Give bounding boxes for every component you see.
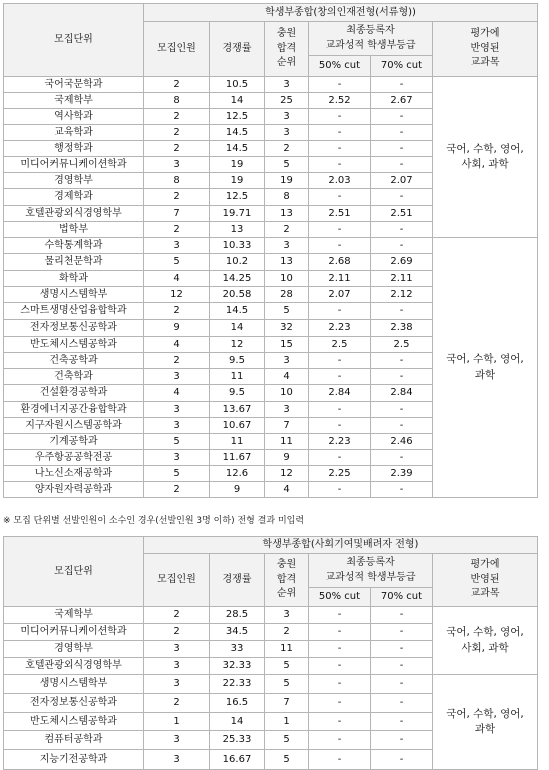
header-final — [309, 554, 433, 588]
eval-subjects-cell — [433, 607, 538, 675]
cut50-cell: 2.68 — [309, 254, 371, 271]
unit-cell: 나노신소재공학과 — [4, 466, 144, 482]
quota-cell: 3 — [144, 641, 210, 658]
quota-cell: 3 — [144, 658, 210, 675]
cut50-cell: - — [309, 641, 371, 658]
cut70-cell: - — [371, 238, 433, 254]
header-quota: 모집인원 — [144, 22, 210, 77]
cut70-cell: - — [371, 77, 433, 93]
unit-cell: 스마트생명산업융합학과 — [4, 303, 144, 320]
cut50-cell: - — [309, 713, 371, 731]
ratio-cell: 20.58 — [210, 287, 265, 303]
cut50-cell: - — [309, 402, 371, 418]
rank-cell: 3 — [265, 109, 309, 125]
rank-cell: 10 — [265, 385, 309, 402]
cut70-cell: - — [371, 731, 433, 750]
unit-cell: 법학부 — [4, 222, 144, 238]
quota-cell: 3 — [144, 750, 210, 770]
cut50-cell: - — [309, 109, 371, 125]
header-rank-text: 충원 합격 순위 — [276, 559, 297, 600]
rank-cell: 32 — [265, 320, 309, 337]
quota-cell: 3 — [144, 238, 210, 254]
rank-cell: 13 — [265, 206, 309, 222]
header-cut50: 50% cut — [309, 588, 371, 607]
unit-cell: 건축공학과 — [4, 353, 144, 369]
ratio-cell: 9 — [210, 482, 265, 498]
rank-cell: 5 — [265, 750, 309, 770]
cut70-cell: - — [371, 607, 433, 624]
header-eval — [433, 22, 538, 77]
ratio-cell: 10.2 — [210, 254, 265, 271]
table-creative-talent — [3, 3, 538, 498]
cut70-cell: 2.07 — [371, 173, 433, 189]
quota-cell: 8 — [144, 93, 210, 109]
unit-cell: 우주항공공학전공 — [4, 450, 144, 466]
cut70-cell: - — [371, 641, 433, 658]
rank-cell: 3 — [265, 125, 309, 141]
cut70-cell: 2.69 — [371, 254, 433, 271]
header-rank — [265, 22, 309, 77]
ratio-cell: 9.5 — [210, 353, 265, 369]
unit-cell: 생명시스템학부 — [4, 287, 144, 303]
cut50-cell: - — [309, 675, 371, 694]
cut70-cell: - — [371, 125, 433, 141]
cut50-cell: - — [309, 624, 371, 641]
ratio-cell: 10.33 — [210, 238, 265, 254]
cut50-cell: - — [309, 353, 371, 369]
unit-cell: 화학과 — [4, 271, 144, 287]
ratio-cell: 19.71 — [210, 206, 265, 222]
ratio-cell: 9.5 — [210, 385, 265, 402]
ratio-cell: 11 — [210, 434, 265, 450]
header-final-text: 최종등록자 교과성적 학생부등급 — [325, 25, 416, 51]
header-cut50: 50% cut — [309, 56, 371, 77]
cut50-cell: - — [309, 238, 371, 254]
cut70-cell: - — [371, 369, 433, 385]
ratio-cell: 12 — [210, 337, 265, 353]
unit-cell: 국제학부 — [4, 93, 144, 109]
quota-cell: 3 — [144, 402, 210, 418]
cut50-cell: 2.23 — [309, 434, 371, 450]
rank-cell: 12 — [265, 466, 309, 482]
unit-cell: 건설환경공학과 — [4, 385, 144, 402]
ratio-cell: 14 — [210, 713, 265, 731]
rank-cell: 28 — [265, 287, 309, 303]
unit-cell: 물리천문학과 — [4, 254, 144, 271]
cut50-cell: - — [309, 482, 371, 498]
header-ratio: 경쟁률 — [210, 22, 265, 77]
cut50-cell: - — [309, 369, 371, 385]
table-row — [4, 238, 538, 254]
header-cut70: 70% cut — [371, 588, 433, 607]
footnote: ※ 모집 단위별 선발인원이 소수인 경우(선발인원 3명 이하) 전형 결과 미입력 — [3, 516, 305, 526]
cut70-cell: - — [371, 450, 433, 466]
header-eval-text: 평가에 반영된 교과목 — [470, 28, 500, 69]
rank-cell: 15 — [265, 337, 309, 353]
unit-cell: 지능기전공학과 — [4, 750, 144, 770]
rank-cell: 5 — [265, 157, 309, 173]
ratio-cell: 14.5 — [210, 141, 265, 157]
ratio-cell: 14.5 — [210, 125, 265, 141]
quota-cell: 2 — [144, 353, 210, 369]
cut70-cell: 2.38 — [371, 320, 433, 337]
unit-cell: 전자정보통신공학과 — [4, 320, 144, 337]
quota-cell: 2 — [144, 303, 210, 320]
unit-cell: 경영학부 — [4, 641, 144, 658]
unit-cell: 환경에너지공간융합학과 — [4, 402, 144, 418]
cut50-cell: - — [309, 141, 371, 157]
cut50-cell: 2.52 — [309, 93, 371, 109]
eval-subjects-text: 국어, 수학, 영어, 사회, 과학 — [446, 142, 524, 170]
cut50-cell: - — [309, 694, 371, 713]
unit-cell: 호텔관광외식경영학부 — [4, 206, 144, 222]
unit-cell: 국어국문학과 — [4, 77, 144, 93]
cut50-cell: 2.23 — [309, 320, 371, 337]
unit-cell: 컴퓨터공학과 — [4, 731, 144, 750]
unit-cell: 행정학과 — [4, 141, 144, 157]
header-eval-text: 평가에 반영된 교과목 — [470, 559, 500, 600]
quota-cell: 7 — [144, 206, 210, 222]
cut50-cell: - — [309, 450, 371, 466]
ratio-cell: 14.5 — [210, 303, 265, 320]
unit-cell: 미디어커뮤니케이션학과 — [4, 157, 144, 173]
cut50-cell: 2.07 — [309, 287, 371, 303]
table-row — [4, 77, 538, 93]
rank-cell: 8 — [265, 189, 309, 206]
ratio-cell: 10.5 — [210, 77, 265, 93]
quota-cell: 3 — [144, 369, 210, 385]
rank-cell: 3 — [265, 77, 309, 93]
quota-cell: 12 — [144, 287, 210, 303]
cut70-cell: - — [371, 402, 433, 418]
quota-cell: 2 — [144, 222, 210, 238]
quota-cell: 2 — [144, 189, 210, 206]
unit-cell: 기계공학과 — [4, 434, 144, 450]
ratio-cell: 33 — [210, 641, 265, 658]
cut70-cell: 2.67 — [371, 93, 433, 109]
rank-cell: 2 — [265, 624, 309, 641]
cut50-cell: 2.5 — [309, 337, 371, 353]
rank-cell: 11 — [265, 641, 309, 658]
ratio-cell: 11 — [210, 369, 265, 385]
ratio-cell: 25.33 — [210, 731, 265, 750]
ratio-cell: 34.5 — [210, 624, 265, 641]
cut70-cell: 2.51 — [371, 206, 433, 222]
ratio-cell: 16.5 — [210, 694, 265, 713]
quota-cell: 2 — [144, 109, 210, 125]
rank-cell: 4 — [265, 482, 309, 498]
rank-cell: 10 — [265, 271, 309, 287]
ratio-cell: 19 — [210, 173, 265, 189]
quota-cell: 2 — [144, 125, 210, 141]
cut70-cell: 2.12 — [371, 287, 433, 303]
rank-cell: 5 — [265, 658, 309, 675]
unit-cell: 호텔관광외식경영학부 — [4, 658, 144, 675]
cut70-cell: 2.5 — [371, 337, 433, 353]
eval-subjects-text: 국어, 수학, 영어, 사회, 과학 — [446, 626, 524, 654]
table-row — [4, 607, 538, 624]
ratio-cell: 11.67 — [210, 450, 265, 466]
quota-cell: 5 — [144, 466, 210, 482]
table-social-contribution — [3, 536, 538, 770]
cut70-cell: 2.46 — [371, 434, 433, 450]
unit-cell: 건축학과 — [4, 369, 144, 385]
unit-cell: 국제학부 — [4, 607, 144, 624]
cut50-cell: - — [309, 750, 371, 770]
cut70-cell: 2.11 — [371, 271, 433, 287]
quota-cell: 2 — [144, 141, 210, 157]
rank-cell: 4 — [265, 369, 309, 385]
header-quota: 모집인원 — [144, 554, 210, 607]
cut50-cell: - — [309, 125, 371, 141]
quota-cell: 2 — [144, 694, 210, 713]
rank-cell: 5 — [265, 675, 309, 694]
header-unit: 모집단위 — [4, 4, 144, 77]
header-unit: 모집단위 — [4, 537, 144, 607]
unit-cell: 전자정보통신공학과 — [4, 694, 144, 713]
cut50-cell: - — [309, 731, 371, 750]
rank-cell: 11 — [265, 434, 309, 450]
rank-cell: 1 — [265, 713, 309, 731]
cut70-cell: - — [371, 418, 433, 434]
quota-cell: 4 — [144, 337, 210, 353]
quota-cell: 5 — [144, 434, 210, 450]
rank-cell: 19 — [265, 173, 309, 189]
rank-cell: 5 — [265, 303, 309, 320]
quota-cell: 3 — [144, 450, 210, 466]
table-row — [4, 675, 538, 694]
ratio-cell: 12.6 — [210, 466, 265, 482]
cut50-cell: 2.11 — [309, 271, 371, 287]
quota-cell: 9 — [144, 320, 210, 337]
eval-subjects-cell — [433, 238, 538, 498]
quota-cell: 2 — [144, 482, 210, 498]
quota-cell: 2 — [144, 77, 210, 93]
cut50-cell: - — [309, 222, 371, 238]
quota-cell: 4 — [144, 271, 210, 287]
cut50-cell: - — [309, 303, 371, 320]
header-cut70: 70% cut — [371, 56, 433, 77]
cut50-cell: 2.51 — [309, 206, 371, 222]
rank-cell: 13 — [265, 254, 309, 271]
rank-cell: 2 — [265, 141, 309, 157]
cut50-cell: 2.03 — [309, 173, 371, 189]
unit-cell: 미디어커뮤니케이션학과 — [4, 624, 144, 641]
ratio-cell: 22.33 — [210, 675, 265, 694]
rank-cell: 3 — [265, 353, 309, 369]
cut70-cell: - — [371, 141, 433, 157]
ratio-cell: 14 — [210, 93, 265, 109]
ratio-cell: 14.25 — [210, 271, 265, 287]
quota-cell: 5 — [144, 254, 210, 271]
cut70-cell: - — [371, 694, 433, 713]
rank-cell: 9 — [265, 450, 309, 466]
header-rank-text: 충원 합격 순위 — [276, 28, 297, 69]
rank-cell: 25 — [265, 93, 309, 109]
ratio-cell: 13 — [210, 222, 265, 238]
eval-subjects-text: 국어, 수학, 영어, 과학 — [446, 353, 524, 381]
unit-cell: 역사학과 — [4, 109, 144, 125]
unit-cell: 경제학과 — [4, 189, 144, 206]
eval-subjects-cell — [433, 675, 538, 770]
cut50-cell: - — [309, 189, 371, 206]
ratio-cell: 14 — [210, 320, 265, 337]
cut70-cell: 2.84 — [371, 385, 433, 402]
rank-cell: 2 — [265, 222, 309, 238]
cut70-cell: - — [371, 189, 433, 206]
cut70-cell: - — [371, 482, 433, 498]
cut70-cell: - — [371, 109, 433, 125]
cut70-cell: - — [371, 713, 433, 731]
cut70-cell: - — [371, 353, 433, 369]
unit-cell: 생명시스템학부 — [4, 675, 144, 694]
cut50-cell: - — [309, 157, 371, 173]
rank-cell: 3 — [265, 607, 309, 624]
cut50-cell: - — [309, 418, 371, 434]
unit-cell: 반도체시스템공학과 — [4, 713, 144, 731]
cut50-cell: - — [309, 77, 371, 93]
ratio-cell: 16.67 — [210, 750, 265, 770]
quota-cell: 8 — [144, 173, 210, 189]
cut70-cell: - — [371, 222, 433, 238]
quota-cell: 2 — [144, 607, 210, 624]
rank-cell: 5 — [265, 731, 309, 750]
quota-cell: 3 — [144, 731, 210, 750]
unit-cell: 경영학부 — [4, 173, 144, 189]
ratio-cell: 10.67 — [210, 418, 265, 434]
header-eval — [433, 554, 538, 607]
rank-cell: 3 — [265, 238, 309, 254]
cut70-cell: - — [371, 658, 433, 675]
cut70-cell: - — [371, 675, 433, 694]
ratio-cell: 12.5 — [210, 109, 265, 125]
cut70-cell: - — [371, 157, 433, 173]
cut50-cell: - — [309, 607, 371, 624]
rank-cell: 3 — [265, 402, 309, 418]
ratio-cell: 28.5 — [210, 607, 265, 624]
header-final-text: 최종등록자 교과성적 학생부등급 — [325, 557, 416, 583]
header-final — [309, 22, 433, 56]
cut70-cell: - — [371, 303, 433, 320]
cut70-cell: - — [371, 624, 433, 641]
rank-cell: 7 — [265, 694, 309, 713]
header-ratio: 경쟁률 — [210, 554, 265, 607]
ratio-cell: 32.33 — [210, 658, 265, 675]
quota-cell: 3 — [144, 675, 210, 694]
quota-cell: 4 — [144, 385, 210, 402]
ratio-cell: 12.5 — [210, 189, 265, 206]
ratio-cell: 19 — [210, 157, 265, 173]
unit-cell: 교육학과 — [4, 125, 144, 141]
cut70-cell: - — [371, 750, 433, 770]
unit-cell: 지구자원시스템공학과 — [4, 418, 144, 434]
eval-subjects-text: 국어, 수학, 영어, 과학 — [446, 707, 524, 735]
header-title: 학생부종합(창의인재전형(서류형)) — [144, 4, 538, 22]
rank-cell: 7 — [265, 418, 309, 434]
eval-subjects-cell — [433, 77, 538, 238]
header-title: 학생부종합(사회기여및배려자 전형) — [144, 537, 538, 554]
cut50-cell: 2.25 — [309, 466, 371, 482]
cut50-cell: 2.84 — [309, 385, 371, 402]
quota-cell: 3 — [144, 157, 210, 173]
cut70-cell: 2.39 — [371, 466, 433, 482]
unit-cell: 양자원자력공학과 — [4, 482, 144, 498]
header-rank — [265, 554, 309, 607]
unit-cell: 수학통계학과 — [4, 238, 144, 254]
ratio-cell: 13.67 — [210, 402, 265, 418]
unit-cell: 반도체시스템공학과 — [4, 337, 144, 353]
quota-cell: 1 — [144, 713, 210, 731]
quota-cell: 3 — [144, 418, 210, 434]
quota-cell: 2 — [144, 624, 210, 641]
cut50-cell: - — [309, 658, 371, 675]
